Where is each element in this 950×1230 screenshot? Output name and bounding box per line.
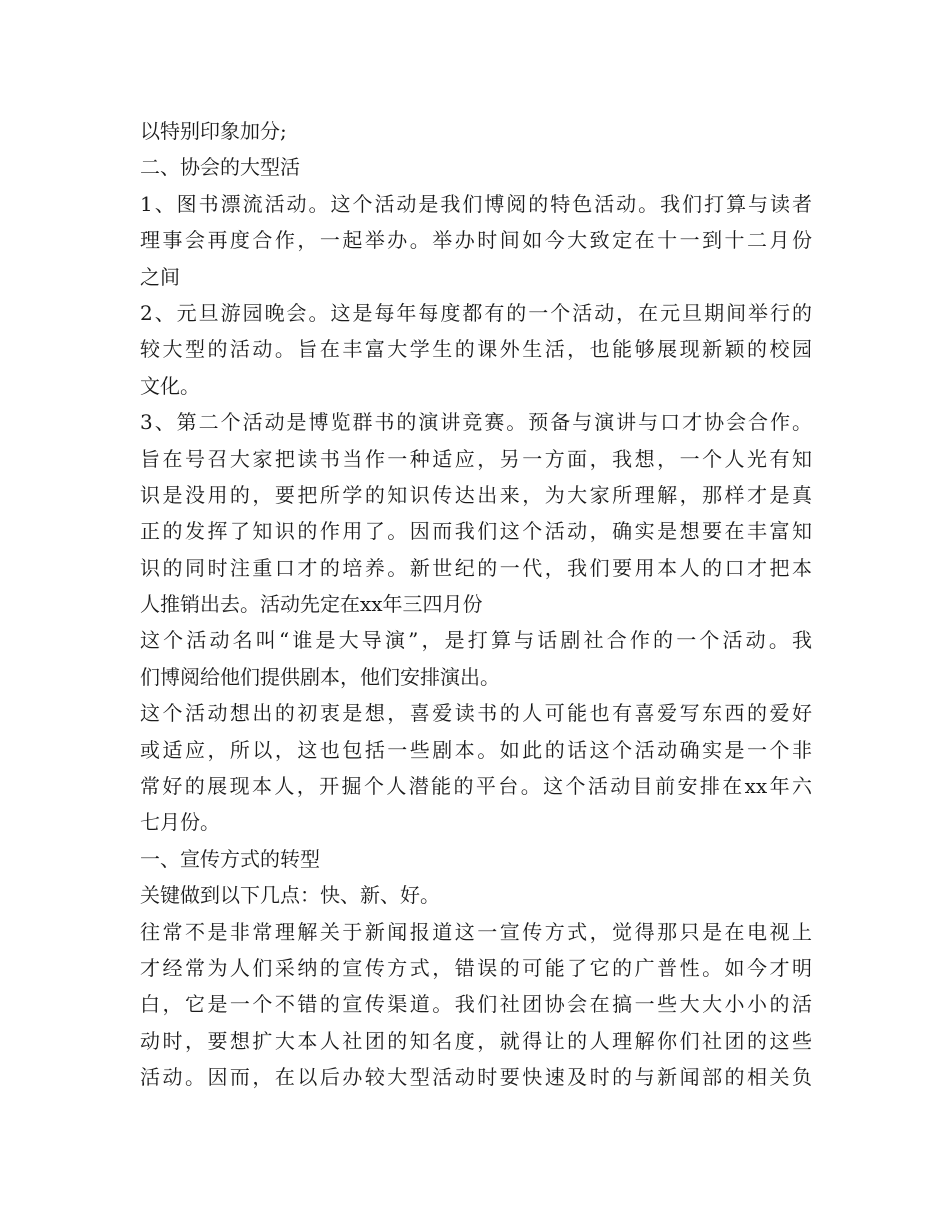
text-line: 关键做到以下几点：快、新、好。 [140,883,440,908]
document-body [140,113,812,1096]
section-heading: 二、协会的大型活 [140,155,300,180]
text-line: 较大型的活动。旨在丰富大学生的课外生活，也能够展现新颖的校园 [140,337,812,362]
text-line: 人推销出去。活动先定在xx年三四月份 [140,592,483,617]
section-heading: 一、宣传方式的转型 [140,846,320,871]
text-line: 文化。 [140,373,200,398]
text-line: 理事会再度合作，一起举办。举办时间如今大致定在十一到十二月份 [140,228,812,253]
text-line: 活动。因而，在以后办较大型活动时要快速及时的与新闻部的相关负 [140,1065,812,1090]
text-line: 识是没用的，要把所学的知识传达出来，为大家所理解，那样才是真 [140,482,812,507]
text-line: 或适应，所以，这也包括一些剧本。如此的话这个活动确实是一个非 [140,737,812,762]
text-line: 以特别印象加分; [140,119,287,143]
text-line: 旨在号召大家把读书当作一种适应，另一方面，我想，一个人光有知 [140,446,812,471]
text-line: 白，它是一个不错的宣传渠道。我们社团协会在搞一些大大小小的活 [140,992,812,1017]
text-line: 3、第二个活动是博览群书的演讲竞赛。预备与演讲与口才协会合作。 [140,410,812,435]
text-line: 往常不是非常理解关于新闻报道这一宣传方式，觉得那只是在电视上 [140,919,812,944]
text-line: 才经常为人们采纳的宣传方式，错误的可能了它的广普性。如今才明 [140,955,812,980]
text-line: 正的发挥了知识的作用了。因而我们这个活动，确实是想要在丰富知 [140,519,812,544]
text-line: 这个活动想出的初衷是想，喜爱读书的人可能也有喜爱写东西的爱好 [140,701,812,726]
text-line: 动时，要想扩大本人社团的知名度，就得让的人理解你们社团的这些 [140,1028,812,1053]
text-line: 这个活动名叫“谁是大导演”，是打算与话剧社合作的一个活动。我 [140,628,812,653]
text-line: 之间 [140,264,180,289]
text-line: 1、图书漂流活动。这个活动是我们博阅的特色活动。我们打算与读者 [140,191,812,216]
text-line: 常好的展现本人，开掘个人潜能的平台。这个活动目前安排在xx年六 [140,774,812,799]
text-line: 七月份。 [140,810,220,835]
text-line: 们博阅给他们提供剧本，他们安排演出。 [140,664,500,689]
text-line: 2、元旦游园晚会。这是每年每度都有的一个活动，在元旦期间举行的 [140,300,812,325]
text-line: 识的同时注重口才的培养。新世纪的一代，我们要用本人的口才把本 [140,555,812,580]
